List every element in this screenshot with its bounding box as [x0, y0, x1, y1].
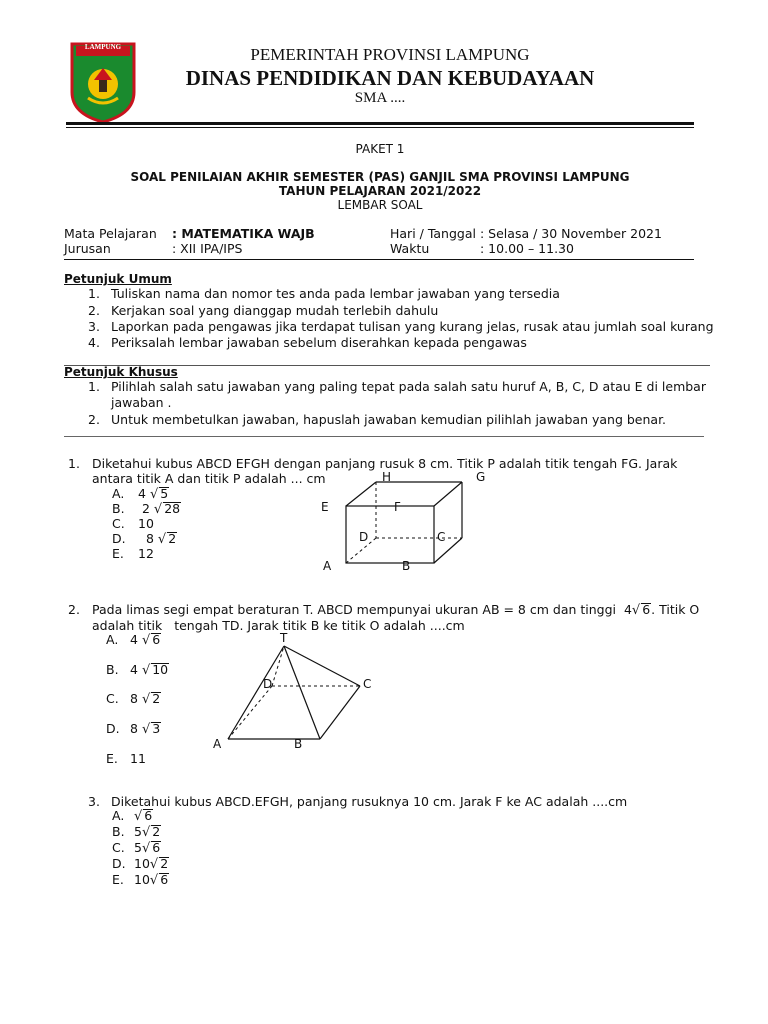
lampung-logo	[68, 40, 138, 124]
pu-text-1: Tuliskan nama dan nomor tes anda pada lembar jawaban yang tersedia	[111, 286, 560, 301]
option-letter: D.	[106, 721, 120, 736]
option-letter: B.	[112, 501, 125, 516]
option-letter: E.	[106, 751, 118, 766]
sqrt-icon: √	[149, 487, 159, 502]
q3-number: 3.	[88, 794, 100, 809]
coefficient: 12	[138, 546, 154, 561]
cube-vertex-h: H	[382, 470, 392, 484]
q2-option-e[interactable]	[106, 751, 146, 766]
coefficient: 5	[134, 840, 142, 855]
pu-text-3: Laporkan pada pengawas jika terdapat tulisan yang kurang jelas, rusak atau jumlah soal kurang	[111, 319, 714, 334]
hari-label: Hari / Tanggal	[390, 226, 476, 241]
coefficient: 2	[141, 501, 150, 516]
q1-number: 1.	[68, 456, 80, 471]
radicand: 2	[152, 691, 161, 706]
radicand: 6	[152, 632, 161, 647]
pu-text-4: Periksalah lembar jawaban sebelum diserahkan kepada pengawas	[111, 335, 527, 350]
q1-option-a[interactable]	[112, 486, 169, 502]
option-letter: A.	[106, 632, 119, 647]
radicand: 2	[168, 531, 177, 546]
q3-option-a[interactable]	[112, 808, 153, 824]
option-letter: C.	[112, 516, 125, 531]
coefficient: 11	[130, 751, 146, 766]
coefficient: 4	[130, 632, 138, 647]
cube-vertex-g: G	[476, 470, 486, 484]
coefficient: 8	[145, 531, 154, 546]
q3-text: Diketahui kubus ABCD.EFGH, panjang rusuknya 10 cm. Jarak F ke AC adalah ....cm	[111, 794, 628, 809]
q1-option-d[interactable]	[112, 531, 177, 547]
pk-text-1b: jawaban .	[111, 395, 172, 410]
waktu-label: Waktu	[390, 241, 430, 256]
pu-num-2: 2.	[88, 303, 100, 318]
radicand: 2	[152, 824, 161, 839]
radicand: 6	[144, 808, 153, 823]
sqrt-icon: √	[141, 722, 151, 737]
sqrt-icon: √	[157, 532, 167, 547]
mapel-value: : MATEMATIKA WAJB	[172, 226, 315, 241]
radicand: 2	[160, 856, 169, 871]
q2-height-radicand: 6	[642, 602, 651, 617]
q1-option-e[interactable]	[112, 546, 154, 561]
sqrt-icon: √	[134, 809, 143, 824]
hari-value: : Selasa / 30 November 2021	[480, 226, 662, 241]
option-letter: A.	[112, 486, 125, 501]
pyramid-vertex-b: B	[294, 737, 303, 751]
q3-option-c[interactable]	[112, 840, 161, 856]
sqrt-icon: √	[141, 841, 151, 856]
q2-option-c[interactable]	[106, 691, 161, 707]
header-line-3: SMA ....	[354, 90, 406, 106]
petunjuk-umum-heading: Petunjuk Umum	[64, 272, 172, 286]
q2-text-2: adalah titik tengah TD. Jarak titik B ke titik O adalah ....cm	[92, 618, 465, 633]
coefficient: 10	[134, 856, 150, 871]
q3-option-d[interactable]	[112, 856, 169, 872]
q2-option-b[interactable]	[106, 662, 169, 678]
waktu-value: : 10.00 – 11.30	[480, 241, 574, 256]
q1-option-b[interactable]	[112, 501, 181, 517]
pk-num-2: 2.	[88, 412, 100, 427]
radicand: 6	[160, 872, 169, 887]
pyramid-diagram	[210, 630, 380, 750]
option-letter: A.	[112, 808, 125, 823]
pk-num-1: 1.	[88, 379, 100, 394]
cube-vertex-f: F	[394, 500, 401, 514]
exam-title: SOAL PENILAIAN AKHIR SEMESTER (PAS) GANJIL SMA PROVINSI LAMPUNG	[130, 170, 630, 184]
q2-text-1	[92, 602, 699, 618]
option-letter: E.	[112, 546, 124, 561]
coefficient: 8	[130, 721, 138, 736]
q3-option-e[interactable]	[112, 872, 169, 888]
mapel-label: Mata Pelajaran	[64, 226, 157, 241]
pk-text-1a: Pilihlah salah satu jawaban yang paling tepat pada salah satu huruf A, B, C, D atau E di lembar	[111, 379, 706, 394]
cube-vertex-b: B	[402, 559, 411, 573]
pk-text-2: Untuk membetulkan jawaban, hapuslah jawaban kemudian pilihlah jawaban yang benar.	[111, 412, 667, 427]
sqrt-icon: √	[149, 857, 159, 872]
pyramid-vertex-a: A	[213, 737, 222, 751]
radicand: 6	[152, 840, 161, 855]
pu-num-1: 1.	[88, 286, 100, 301]
coefficient: 10	[138, 516, 154, 531]
jurusan-value: : XII IPA/IPS	[172, 241, 243, 256]
coefficient: 5	[134, 824, 142, 839]
pyramid-vertex-t: T	[280, 631, 288, 645]
sqrt-icon: √	[631, 603, 641, 618]
header-line-1: PEMERINTAH PROVINSI LAMPUNG	[250, 45, 530, 64]
q2-text-1b: . Titik O	[651, 602, 700, 617]
radicand: 5	[160, 486, 169, 501]
q2-option-d[interactable]	[106, 721, 161, 737]
sqrt-icon: √	[149, 873, 159, 888]
sqrt-icon: √	[141, 692, 151, 707]
coefficient: 4	[130, 662, 138, 677]
cube-vertex-d: D	[359, 530, 369, 544]
option-letter: B.	[106, 662, 119, 677]
cube-vertex-c: C	[437, 530, 446, 544]
q2-text-1a: Pada limas segi empat beraturan T. ABCD mempunyai ukuran AB = 8 cm dan tinggi	[92, 602, 617, 617]
pu-num-4: 4.	[88, 335, 100, 350]
option-letter: D.	[112, 856, 126, 871]
coefficient: 8	[130, 691, 138, 706]
header-rule-thin	[66, 127, 694, 128]
q3-option-b[interactable]	[112, 824, 161, 840]
q2-number: 2.	[68, 602, 80, 617]
cube-vertex-e: E	[321, 500, 329, 514]
sqrt-icon: √	[141, 663, 151, 678]
option-letter: C.	[112, 840, 125, 855]
option-letter: B.	[112, 824, 125, 839]
petunjuk-khusus-heading: Petunjuk Khusus	[64, 365, 178, 379]
q2-height-coef: 4	[623, 602, 632, 617]
coefficient: 4	[138, 486, 146, 501]
khusus-rule	[64, 436, 704, 437]
sheet-label: LEMBAR SOAL	[337, 198, 423, 212]
logo-text: LAMPUNG	[84, 43, 122, 51]
cube-vertex-a: A	[323, 559, 332, 573]
pu-text-2: Kerjakan soal yang dianggap mudah terlebih dahulu	[111, 303, 439, 318]
sqrt-icon: √	[153, 502, 163, 517]
q1-option-c[interactable]	[112, 516, 154, 531]
radicand: 3	[152, 721, 161, 736]
pu-num-3: 3.	[88, 319, 100, 334]
q2-option-a[interactable]	[106, 632, 161, 648]
pyramid-vertex-c: C	[363, 677, 372, 691]
header-rule-thick	[66, 122, 694, 125]
paket-label: PAKET 1	[355, 142, 405, 156]
header-line-2: DINAS PENDIDIKAN DAN KEBUDAYAAN	[185, 66, 595, 90]
radicand: 28	[164, 501, 181, 516]
sqrt-icon: √	[141, 633, 151, 648]
pyramid-vertex-d: D	[263, 677, 273, 691]
coefficient: 10	[134, 872, 150, 887]
q1-text-1: Diketahui kubus ABCD EFGH dengan panjang rusuk 8 cm. Titik P adalah titik tengah FG. Jarak	[92, 456, 678, 471]
academic-year: TAHUN PELAJARAN 2021/2022	[278, 184, 482, 198]
option-letter: E.	[112, 872, 124, 887]
info-rule	[64, 259, 694, 260]
option-letter: C.	[106, 691, 119, 706]
sqrt-icon: √	[141, 825, 151, 840]
option-letter: D.	[112, 531, 126, 546]
radicand: 10	[152, 662, 169, 677]
jurusan-label: Jurusan	[64, 241, 111, 256]
q1-text-2: antara titik A dan titik P adalah ... cm	[92, 471, 326, 486]
